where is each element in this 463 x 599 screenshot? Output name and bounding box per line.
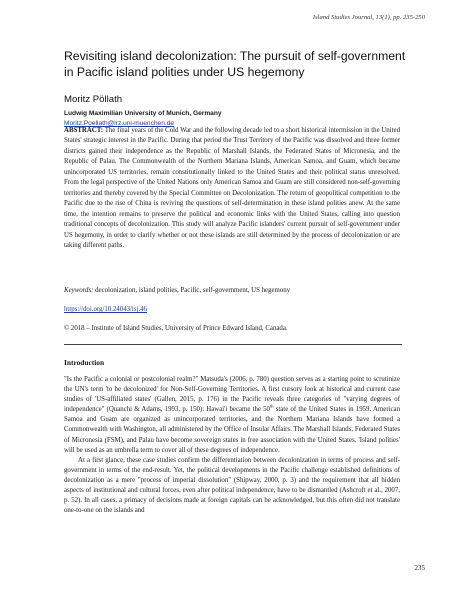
keywords-text: decolonization, island polities, Pacific, self-government, US hegemony	[95, 287, 291, 294]
page-number: 235	[414, 564, 425, 572]
introduction-paragraph-2: At a first glance, these case studies confirm the differentiation between decolonization in terms of process and self-government in terms of the end-result. Yet, the political developments in the Pacific challenge established definitions of decolonization as a mere "process of imperial dissolution" (Shipway, 2000, p. 3) and the requirement that all hidden aspects of institutional and cultural forces, even after political independence, have to be dismantled (Ashcroft et al., 2007, p. 52). In all cases, a primacy of decisions made at foreign capitals can be acknowledged, but this often did not translate one-to-one on the islands and	[64, 456, 400, 515]
section-divider	[64, 344, 402, 345]
introduction-body	[64, 375, 400, 516]
introduction-heading: Introduction	[64, 358, 105, 367]
doi-link[interactable]: https://doi.org/10.24043/isj.46	[64, 306, 147, 313]
keywords	[64, 286, 400, 295]
abstract-text: The final years of the Cold War and the following decade led to a short historical intermission in the United States' strategic interest in the Pacific. During that period the Trust Territory of the Pacific was dissolved and three former districts gained their independence as the Republic of Marshall Islands, the Federated States of Micronesia, and the Republic of Palau. The Commonwealth of the Northern Mariana Islands, American Samoa, and Guam, which became unincorporated US territories, remain constitutionally linked to the United States and their political status unresolved. From the legal perspective of the United Nations only American Samoa and Guam are still considered non-self-governing territories and thereby covered by the Special Committee on Decolonization. The return of geopolitical competition to the Pacific due to the rise of China is reviving the questions of self-determination in these island polities anew. At the same time, the intention remains to preserve the political and economic links with the United States, calling into question traditional concepts of decolonization. This study will analyze Pacific islanders' current pursuit of self-government under US hegemony, in order to clarify whether or not these islands are still determined by the process of decolonization or are taking different paths.	[64, 127, 400, 249]
paragraph-1-text-b: state of the United States in 1959. American Samoa and Guam are organized as unincorporated territories, and the Northern Mariana Islands have formed a Commonwealth with Washington, all administered by the Office of Insular Affairs. The Marshall Islands, Federated States of Micronesia (FSM), and Palau have become sovereign states in free association with the United States. 'Island polities' will be used as an umbrella term to cover all of these degrees of independence.	[64, 406, 400, 454]
author-name: Moritz Pöllath	[64, 94, 123, 105]
author-affiliation: Ludwig Maximilian University of Munich, Germany	[64, 110, 222, 117]
abstract-label: ABSTRACT:	[64, 127, 104, 134]
journal-citation: Island Studies Journal, 13(1), pp. 235-250	[312, 14, 425, 21]
article-title: Revisiting island decolonization: The pursuit of self-government in Pacific island polities under US hegemony	[64, 49, 406, 79]
abstract	[64, 126, 400, 251]
keywords-label: Keywords:	[64, 287, 94, 294]
copyright-notice: © 2018 – Institute of Island Studies, University of Prince Edward Island, Canada.	[64, 325, 288, 332]
author-block	[64, 93, 404, 128]
paragraph-1-text-a: "Is the Pacific a colonial or postcolonial realm?" Matsuda's (2006, p. 780) question serves as a starting point to scrutinize the UN's term 'to be decolonized' for Non-Self-Governing Territories. A first cursory look at historical and current case studies of 'US-affiliated states' (Gallen, 2015, p. 176) in the Pacific reveals three categories of "varying degrees of independence" (Quanchi & Adams, 1993, p. 150): Hawai'i became the 50	[64, 376, 400, 414]
ordinal-superscript: th	[269, 404, 274, 409]
introduction-paragraph-1	[64, 375, 400, 456]
author-email-link[interactable]: Moritz.Poellath@lrz.uni-muenchen.de	[64, 120, 175, 127]
